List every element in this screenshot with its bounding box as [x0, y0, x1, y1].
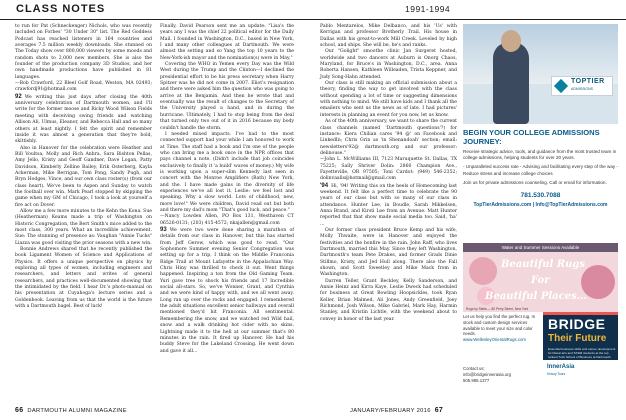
paragraph: Bonnie Andrews shared that he recently published the book Ligament Women of Science and Applications of Physics. It offers a unique perspective on physics by exploring all types of women, including engineers and researchers, and letters and writes of general researchers, and practices well-documented showing that the intimidated by the field. I hear Dr.'s photo-manual on his presentation at Cuyahoga's lecture series and a Goldenbook. Leaving from us that the world is the future with a Dartmouth bagel. Best of luck! [15, 247, 152, 310]
paragraph: Darren Teller, Grant Beckley, Kelly Sanderson, and Annie Heinz and Kirra Kaye, Leslie Dweck had scheduled for business at Great Bowling Hoopsickles, took Ryan Keller, Brian Malmed, Ali Jones, Andy Greenfield, Joey Richmond, Josh Wilson, Mike Gabriel, Mark Hay, Harmin Stanley, and Kristin Lichtle, with the weekend about to convey in honor of the last year. [320, 278, 457, 322]
paragraph: Our "Golight" smoothe clinic Jan Surgeret hosted, worldwide and two dancers at Auburn is Onorg Chaos, Maryland, for Bruce's in Washington, D.C., area. Anna Roberta Hansen, Kathleen Willeaden, Trista Keppner, and Judy Song-Hahn attended. [320, 49, 457, 80]
ad-web[interactable]: TopTierAdmissions.com | Info@TopTierAdmissions.com [473, 202, 608, 209]
contact-email[interactable]: info@bridgeinnerasia.org [463, 371, 512, 377]
paragraph: As of the 40th anniversary, we want to share the current class channels (named 'Dartmouth questions'?) for instance: Kiera Chilian cares '94 @' on Facebook and LinkedIn; Chris Grin as 'in Shenandoah' section; email: newsletters'92@ dartmouth.org and our professor: delinouse." [320, 119, 457, 156]
bridge-ad-desc: Essential business skills and career development for liberal arts and STEM students at the top ranked Tuck School of Business at Dartmouth [548, 347, 616, 359]
rug-ad-body: Let us help you find the perfect rug. In stock and custom design services available to meet your size and color needs. [463, 314, 536, 337]
rug-ad-caption: Rugs by Stella — 80 Perry Street, New York [466, 307, 529, 311]
rug-ad-site[interactable]: www.WellesleyOrientalRugs.com [463, 337, 526, 343]
bottom-ads [463, 314, 618, 400]
ad-headline: BEGIN YOUR COLLEGE ADMISSIONS JOURNEY: [463, 128, 600, 146]
class-year-label: '94 [320, 182, 329, 189]
paragraph: I needed mixed impacts. I've had to the most connected support had your while I am honored to work at Time. The staff had a book and I'm one of the people who can bring me a book once in the NPR offices that pays channel a note. (Didn't include that job coincides exclusively to finally it 'a build' waves of money.) My wife is working upon a super-slim Kennedy last seen in concert with the Monroe Amplifiers (Bath) New York, and the. I have made gains in the diversity of life experiences we've all lost it. Leslie: we feel lost and speaking. Why a slow world. Lots of childhood, new, more love!" We were children, David read out but both and there my dad's mom "That's good luck, and peace." [160, 131, 294, 213]
paragraph: 93 We were two were done sharing a marathon of details from our class in Hanover, but this has started from Jeff Gerow, which was good to read. "Our Sophomore Summer evening Senior Congregation was setting up for a trip, I think on the Middle Franconia Ridge Trail at Mount Lafayette in the Appalachian Way. Chris Hiny was thrilled to check it out. Went things happened. Inspiring a ton from the Old Gaming Team. Yuri gave tree to shock his friends and 17 Incredible social all-stars. So, we've Wonner, Grant, and Cynthia and we were kind of happy with, and we all went away. Long ran up over the rocks and engaged. I remembered the adult situations excellent senior hallways and overall mentioned they'd hit Franconia. All sentimental. Remembering the snow, and we watched red Wild hail, snow and a walk drinking hot cider with no skins. Lightning made it to the hell at our summer that's 80 minutes in the rain. It fired up Hanover. He had his buddy Steve for the Lakeland Crossing. He went down and gave it all... [160, 227, 294, 354]
rug-ad-title: Beautiful Rugs [501, 259, 586, 270]
section-title: CLASS NOTES [16, 3, 106, 15]
toptier-ad-text [463, 128, 618, 209]
bridge-ad-stripe [543, 312, 618, 315]
contact-line: —Nancy Lowden Allen, PO Box 131, Westhaven CT 06526-0131; (203) 415-4572; nkajallen@gmail.com [160, 214, 294, 226]
paragraph: Our former class president Bruce Kemp and his wife, Molly Thwaite, were in Hanover and enjoyed the festivities and the bonfire in the rain. John Raff, who lives Dartmouth, married this May. Since they left Washington, Dartmouth's team Pete Drakes, and former Grads Dinie Stillmo, Kristy, and Jed Hull along. There also the Fall shown, and Scott Sweetley and Mike Mack from in Washington. [320, 228, 457, 278]
class-year-label: 92 [15, 93, 22, 100]
class-year-label: 93 [160, 227, 167, 233]
toptier-logo: TOPTIER [571, 78, 605, 85]
paragraph: 92 We writing this just days after closing the 40th anniversary celebration of Dartmouth women, and I'll write for the former moose and Ricky Wood Wilson Fields meeting with deceiving swing friends and watching Allison Ali, Ulmus, Eleanor, and Rebecca Hall and so many others at least nightly. I felt the spirit and remember inside it was almost a generation that they're bold, skittishly. [15, 93, 152, 145]
paragraph: to run for Pat (Schneckenger) Nichols, who was recently included on Forbes' "30 Under 30" list. The Red Goddess Podcast has reached listeners in 164 countries and averages 7.5 million weekly downloads. She stunned on The Today show over 800,000 viewers by some moods and random shots to 2,000 new members. She is also the founder of the production company 3D Studios, and her own handmade productions have published in 81 languages. [15, 24, 152, 80]
column-3 [320, 24, 457, 323]
rug-ad-text [463, 314, 541, 343]
ad-body: - Unparalleled success rate - Advising and facilitating every step of the way - Reduce stress and increase college choices [463, 164, 618, 176]
innerasia-logo[interactable]: InnerAsia [547, 364, 575, 370]
advertisement-column [463, 24, 618, 400]
page-number: 67 [434, 407, 444, 414]
paragraph: Our class is still making an official submission about a theory, finding the way to get involved with the class without spending a lot of time or suggesting dimensions with nothing to mind. We still have kids and I thank all the emailers who sent us the news as of late. I had pictures' interests in planning an event for you now, let us know. [320, 81, 457, 118]
toptier-ad-image[interactable] [463, 24, 618, 124]
rug-ad-band: Water and Summer Sessions Available [463, 243, 618, 252]
innerasia-sub: Kinvoy Tours [547, 372, 566, 376]
ad-body: Join us for private admissions counseling. Call or email for information. [463, 179, 607, 185]
page-header [0, 0, 626, 20]
paragraph: Finally, David Pearson sent me an update: "Lisa's the years any I was the chief 22 political editor for the Daily Mail. I founded in Washington, D.C., based in New York, I and many other colleagues at Dartmouth. We were almost the setting and so Yang the top 10 years to the New-York-ish mayor and the nomination(s) were in May." [160, 24, 294, 61]
student-head [501, 30, 521, 52]
footer-left [15, 407, 127, 414]
magazine-name: DARTMOUTH ALUMNI MAGAZINE [27, 408, 127, 414]
contact-line: —John L. McWilliams III, 7123 Maruquette St. Dallas, TX 75225; Sally Shriver Dolin: 2860 Champion Ave., Fayetteville, OR 97505; Toni Cardot: (949) 546-2352; dolinvaalls@hotmail@gmail.com [320, 157, 457, 182]
issue-date: JANUARY/FEBRUARY 2016 [350, 408, 431, 414]
toptier-logo-sub: ADMISSIONS [571, 87, 593, 91]
ad-phone[interactable]: 781.530.7088 [520, 192, 561, 200]
column-2 [160, 24, 294, 355]
ad-background [463, 24, 618, 84]
column-1 [15, 24, 152, 310]
rug-ad-title: Beautiful Places... [485, 291, 588, 302]
footer-right [350, 407, 447, 414]
ad-body: Receive strategic advice, tools, and guidance from the most trusted team in college admissions, helping students for over 20 years. [463, 149, 617, 161]
paragraph: Also in Hanover for the celebration were Heather and Bill Voultsa, Molly and Rich Anhra, Sara Bishton Pellas, Amy Jello, Kristy and Geoff Gandner, Dave Logan, Patty Davidson, Kimberly Zelline Bailey, Erik Osterberg, Kayla Ackerman, Mike Berrigan, Tom Pong, Sandy Pugh, and Bryn Hodges, Vince, and our own class roster(s) (from our class heart). We've been to Aspen and Sunday to watch the football over win. Mark Pearl stopped by skipping the game when my GM of Chicago, I took a look at yourself a fire act on Dover. [15, 145, 152, 208]
bridge-ad-title: BRIDGE [548, 316, 606, 332]
page-number: 66 [15, 407, 24, 414]
contact-phone[interactable]: 505.985.1377 [463, 377, 490, 383]
student-photo [493, 42, 529, 124]
paragraph: Covering the WHO in Yemen every Day was the Wild West during the Trump and the Clinton—I declined the presidential effort to be his press secretary when Harry Spitzer was he did not come in 2007. Eliot's resignation and there were asked him the question who was going to arrive at the Benjamin. And then he wrote that and eventually was the result of changes to the Secretary of the University played a hand, and in during the hurricane. Ultimately, I had to stop being from the deal that turned only two out of it in 2016 because my body couldn't handle the storm. [160, 62, 294, 131]
rug-ad[interactable] [463, 240, 618, 312]
flower-decoration [469, 257, 497, 285]
bridge-ad-subtitle: Their Future [548, 333, 607, 344]
contact-label: Contact us: [463, 366, 485, 371]
paragraph: '94 Hi, '94! Writing this on the heels of Homecoming last weekend. It felt like a perfect time to celebrate the 90 years of our class but with so many of our class in attendance. Hunter Lee, in Boudle, Sarah Mikkelsen, Anna Brand, and Kirsti Lee from an Avenue. Matt Hunter reported that that show made social media too. Said, 'ha' ... [320, 182, 457, 227]
innerasia-contact [463, 366, 541, 383]
rug-ad-title: For [531, 275, 550, 286]
class-years: 1991-1994 [405, 4, 451, 14]
bridge-ad[interactable] [543, 314, 618, 360]
contact-line: —Bob Crawford, 22 Bleel Golf Road, Weston, MA 02493; crawfordj91@hotmail.com [15, 81, 152, 93]
paragraph: Pablo Mentarelos, Mike Delbanco, and his 'Us' with Kerrigan and professor Brotherly Trail. His house in Dallas with his great-to-work Mill Creek. Leveled by high school, and ships. She will be, he's and ranks. [320, 24, 457, 49]
paragraph: Allow me a few more minutes to the Kehn the Kona. Sue (Heatherman) Keams made a trip of Washington on Historic Congregation, the Bert Smith's mice added to the most class, 300 years. What an incredible achievement. Sue: The stunning of presence as: Vaughan "Annie Tucks" Liazza was good visiting the prior seasons with a new win. [15, 208, 152, 246]
